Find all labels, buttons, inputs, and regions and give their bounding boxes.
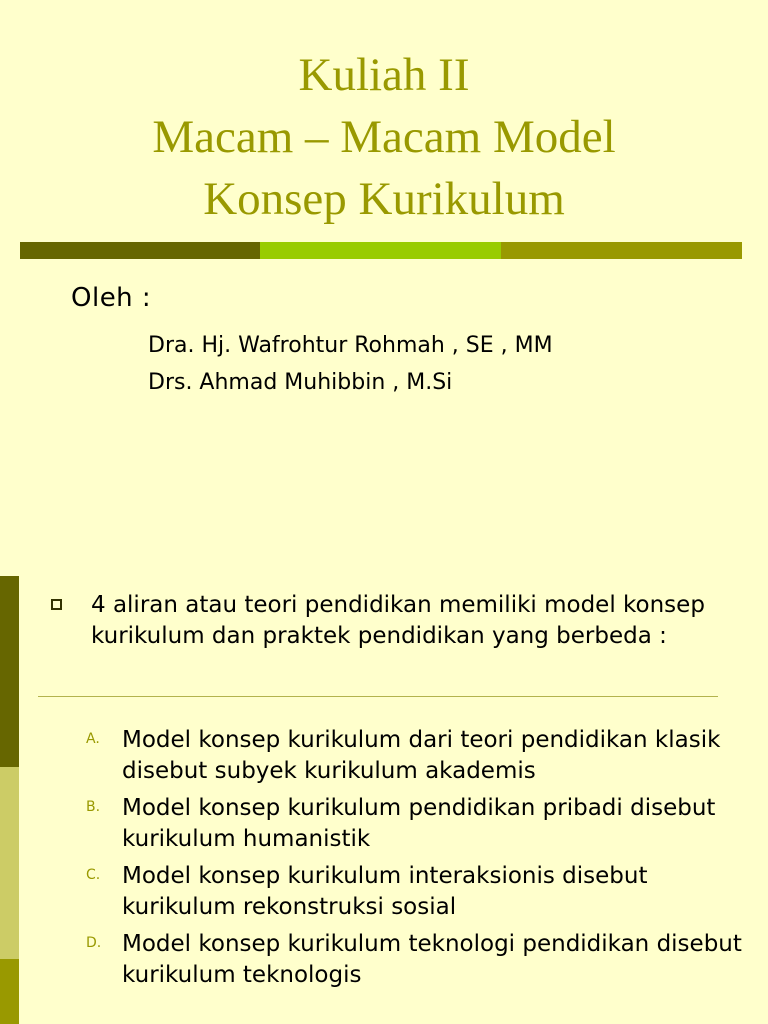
bar-segment-olive bbox=[501, 242, 742, 259]
side-bar-olive bbox=[0, 959, 19, 1024]
list-marker: A. bbox=[86, 731, 100, 747]
list-marker: B. bbox=[86, 799, 101, 815]
model-list bbox=[86, 725, 756, 997]
side-bar-dark bbox=[0, 576, 19, 767]
title-line-1: Kuliah II bbox=[298, 49, 470, 101]
by-label: Oleh : bbox=[71, 283, 152, 313]
bar-segment-dark bbox=[20, 242, 260, 259]
list-item bbox=[86, 793, 756, 861]
list-item-text: Model konsep kurikulum pendidikan pribadi disebut kurikulum humanistik bbox=[122, 795, 716, 852]
list-item bbox=[86, 929, 756, 997]
slide-title bbox=[0, 44, 768, 230]
author-1: Dra. Hj. Wafrohtur Rohmah , SE , MM bbox=[148, 333, 553, 358]
list-marker: C. bbox=[86, 867, 101, 883]
list-item-text: Model konsep kurikulum interaksionis disebut kurikulum rekonstruksi sosial bbox=[122, 863, 648, 920]
square-bullet-icon bbox=[51, 599, 62, 610]
intro-text: 4 aliran atau teori pendidikan memiliki model konsep kurikulum dan praktek pendidikan yang berbeda : bbox=[91, 592, 705, 649]
author-2: Drs. Ahmad Muhibbin , M.Si bbox=[148, 370, 453, 395]
list-item-text: Model konsep kurikulum teknologi pendidikan disebut kurikulum teknologis bbox=[122, 931, 742, 988]
content-slide bbox=[0, 512, 768, 1024]
list-item bbox=[86, 861, 756, 929]
list-item bbox=[86, 725, 756, 793]
side-bar-light bbox=[0, 767, 19, 959]
title-line-2: Macam – Macam Model bbox=[152, 111, 616, 163]
content-divider bbox=[38, 696, 718, 697]
title-line-3: Konsep Kurikulum bbox=[203, 173, 565, 225]
list-item-text: Model konsep kurikulum dari teori pendidikan klasik disebut subyek kurikulum akademis bbox=[122, 727, 721, 784]
side-accent-bar bbox=[0, 576, 19, 1024]
title-divider-bar bbox=[20, 242, 742, 259]
bar-segment-green bbox=[260, 242, 501, 259]
list-marker: D. bbox=[86, 935, 102, 951]
